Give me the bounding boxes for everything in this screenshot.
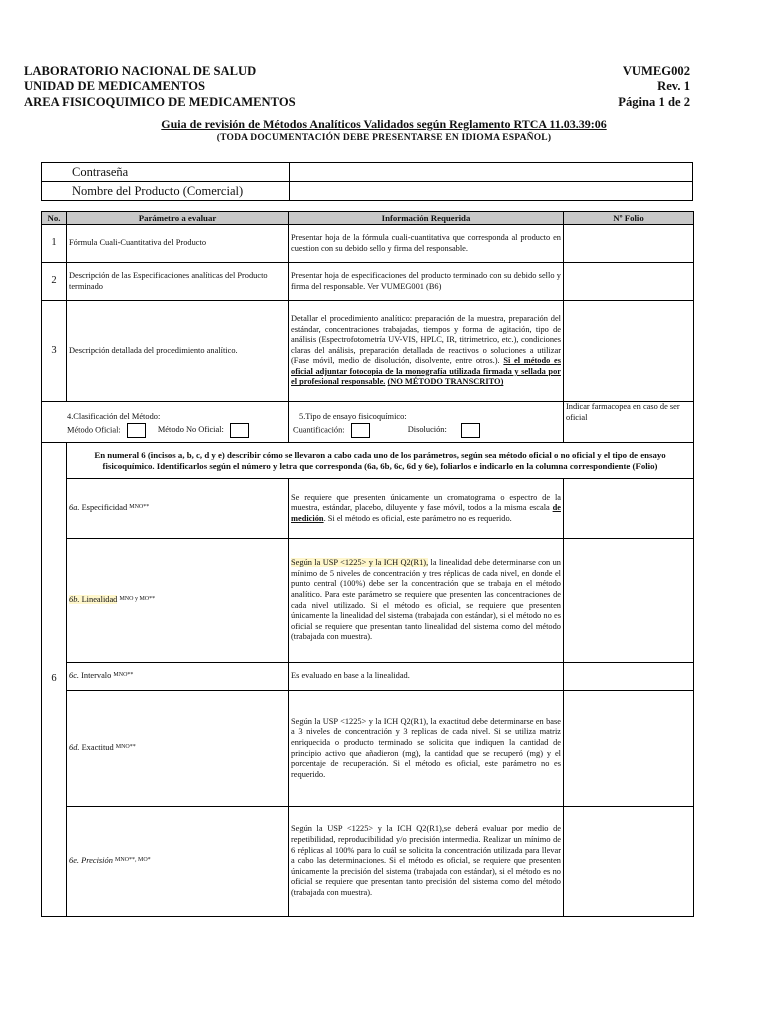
info-highlight: Según la USP <1225> y la ICH Q2(R1), [291, 558, 429, 568]
param-name: Exactitud [81, 743, 114, 753]
folio-cell[interactable] [564, 663, 694, 691]
param-cell: Fórmula Cuali-Cuantitativa del Producto [67, 225, 289, 263]
info-emphasis: de medición [291, 503, 561, 523]
param-cell [67, 539, 289, 663]
table-row [42, 691, 694, 807]
disolucion-checkbox[interactable] [461, 423, 480, 438]
col-header-no: No. [42, 212, 67, 225]
doc-rev: Rev. 1 [657, 79, 690, 94]
no-oficial-label: Método No Oficial: [157, 425, 224, 435]
instruction-row [42, 443, 694, 479]
info-note: (NO MÉTODO TRANSCRITO) [387, 377, 504, 387]
row-number: 6 [42, 443, 67, 917]
col-header-folio: Nº Folio [564, 212, 694, 225]
cuantificacion-label: Cuantificación: [293, 425, 345, 435]
param-sup: MNO y MO** [119, 596, 156, 603]
classification-title: 4.Clasificación del Método: [67, 412, 161, 422]
folio-cell[interactable] [564, 539, 694, 663]
info-cell [289, 301, 564, 402]
folio-cell[interactable] [564, 301, 694, 402]
doc-meta [618, 64, 690, 110]
param-letter: 6c. [69, 671, 79, 681]
classification-row [42, 402, 694, 443]
col-header-parametro: Parámetro a evaluar [67, 212, 289, 225]
info-cell: Según la USP <1225> y la ICH Q2(R1),se deberá evaluar por medio de repetibilidad, reproducibilidad y/o precisión intermedia. Realizar un mínimo de 6 réplicas al 100% para lo cuál se solicita la concentración utilizada para llevar a cabo las determinaciones. Si el método es oficial, se requiere que presenten únicamente la precisión del sistema (trabajada con estándar), si el método es no oficial se requiere que presentan tanto precisión del sistema como del método (trabajada con muestra). [289, 807, 564, 917]
info-emphasis: Si el método es oficial adjuntar fotocopia de la monografía utilizada firmada y sellada por el profesional responsable. [291, 356, 561, 387]
param-letter: 6e. [69, 856, 79, 866]
product-id-table [41, 162, 693, 201]
oficial-label: Método Oficial: [67, 425, 121, 435]
cuantificacion-checkbox[interactable] [351, 423, 370, 438]
param-name: Intervalo [81, 671, 112, 681]
param-sup: MNO** [129, 504, 150, 511]
row-number: 3 [42, 301, 67, 402]
info-text: Se requiere que presenten únicamente un cromatograma o espectro de la muestra, estándar, placebo, diluyente y fase móvil, todos a la misma escala [291, 492, 561, 513]
table-header-row [42, 212, 694, 225]
table-row [42, 263, 694, 301]
oficial-checkbox[interactable] [127, 423, 146, 438]
table-row [42, 225, 694, 263]
info-text-end: . Si el método es oficial, este parámetro no es requerido. [323, 513, 512, 523]
document-title: Guia de revisión de Métodos Analíticos Validados según Reglamento RTCA 11.03.39:06 [161, 117, 607, 131]
method-classification-cell [42, 402, 289, 443]
folio-cell[interactable] [564, 691, 694, 807]
folio-cell[interactable] [564, 479, 694, 539]
info-cell: Presentar hoja de la fórmula cuali-cuantitativa que corresponda al producto en cuestion con su debido sello y firma del responsable. [289, 225, 564, 263]
param-name: Linealidad [81, 595, 118, 605]
info-cell: Es evaluado en base a la linealidad. [289, 663, 564, 691]
param-cell [67, 479, 289, 539]
param-letter: 6a. [69, 503, 80, 513]
doc-code: VUMEG002 [622, 64, 690, 78]
info-text: Detallar el procedimiento analítico: preparación de la muestra, preparación del estándar, concentraciones trabajadas, tiempos y forma de agitación, tipo de análisis (Espectrofotometría UV-VIS, HPLC, IR, titrimetrico, etc.), condiciones claras del análisis, preparación detallada de reactivos o soluciones a utilizar (Fase móvil, medio de disolución, disolvente, entre otros.). [291, 313, 561, 366]
param-cell [67, 691, 289, 807]
no-oficial-checkbox[interactable] [230, 423, 249, 438]
product-name-label: Nombre del Producto (Comercial) [42, 182, 290, 201]
param-letter: 6b. [69, 595, 80, 605]
info-text: la linealidad debe determinarse con un mínimo de 5 niveles de concentración y tres réplicas de cada nivel, en donde el punto central (100%) debe ser la concentración que se trabaja en el método analítico. Para este parámetro se requiere que presenten las concentraciones de cada nivel utilizado. Si el método es oficial, se requiere que presenten únicamente la linealidad del sistema (trabajada con estándar), si el método no es oficial se requiere que presentan tanto linealidad del sistema como del método (trabajada con muestra). [291, 558, 561, 642]
folio-cell[interactable] [564, 225, 694, 263]
row-number: 2 [42, 263, 67, 301]
param-name: Especificidad [81, 503, 128, 513]
param-letter: 6d. [69, 743, 80, 753]
doc-page: Página 1 de 2 [618, 94, 690, 109]
param-cell: Descripción detallada del procedimiento analítico. [67, 301, 289, 402]
table-row [42, 539, 694, 663]
info-cell [289, 479, 564, 539]
assay-type-cell [289, 402, 564, 443]
disolucion-label: Disolución: [407, 425, 447, 435]
info-cell: Presentar hoja de especificaciones del producto terminado con su debido sello y firma del responsable. Ver VUMEG001 (B6) [289, 263, 564, 301]
document-subtitle: (TODA DOCUMENTACIÓN DEBE PRESENTARSE EN IDIOMA ESPAÑOL) [216, 133, 552, 143]
param-cell: Descripción de las Especificaciones analíticas del Producto terminado [67, 263, 289, 301]
info-cell: Según la USP <1225> y la ICH Q2(R1), la exactitud debe determinarse en base a 3 niveles de concentración y 3 replicas de cada nivel. Si se utiliza matriz enriquecida o producto terminado se solicita que indiquen la cantidad de principio activo que añadieron (mg), la cantidad que se recuperó (mg) y el porcentaje de recuperación. Si el método es oficial, este parámetro no es requerido. [289, 691, 564, 807]
folio-cell[interactable] [564, 807, 694, 917]
org-line1: LABORATORIO NACIONAL DE SALUD [24, 64, 257, 78]
table-row [42, 479, 694, 539]
param-sup: MNO**, MO* [114, 857, 151, 864]
col-header-info: Información Requerida [289, 212, 564, 225]
folio-cell[interactable] [564, 263, 694, 301]
contrasena-label: Contraseña [42, 163, 290, 182]
table-row [42, 807, 694, 917]
param-cell [67, 663, 289, 691]
org-line3: AREA FISICOQUIMICO DE MEDICAMENTOS [24, 94, 296, 109]
contrasena-field[interactable] [290, 163, 693, 182]
table-row [42, 301, 694, 402]
table-row [42, 663, 694, 691]
assay-type-title: 5.Tipo de ensayo fisicoquímico: [299, 412, 407, 422]
param-name: Precisión [81, 856, 113, 866]
org-line2: UNIDAD DE MEDICAMENTOS [24, 79, 205, 94]
instruction-cell: En numeral 6 (incisos a, b, c, d y e) describir cómo se llevaron a cabo cada uno de los parámetros, según sea método oficial o no oficial y el tipo de ensayo fisicoquímico. Identificarlos según el número y letra que corresponda (6a, 6b, 6c, 6d y 6e), foliarlos e indicarlo en la columna correspondiente (Folio) [67, 443, 694, 479]
row-number: 1 [42, 225, 67, 263]
param-sup: MNO** [113, 672, 134, 679]
param-cell [67, 807, 289, 917]
param-sup: MNO** [115, 744, 136, 751]
info-cell [289, 539, 564, 663]
farmacopea-cell: Indicar farmacopea en caso de ser oficial [564, 402, 694, 443]
product-name-field[interactable] [290, 182, 693, 201]
review-table [41, 211, 694, 917]
org-header [24, 64, 296, 110]
